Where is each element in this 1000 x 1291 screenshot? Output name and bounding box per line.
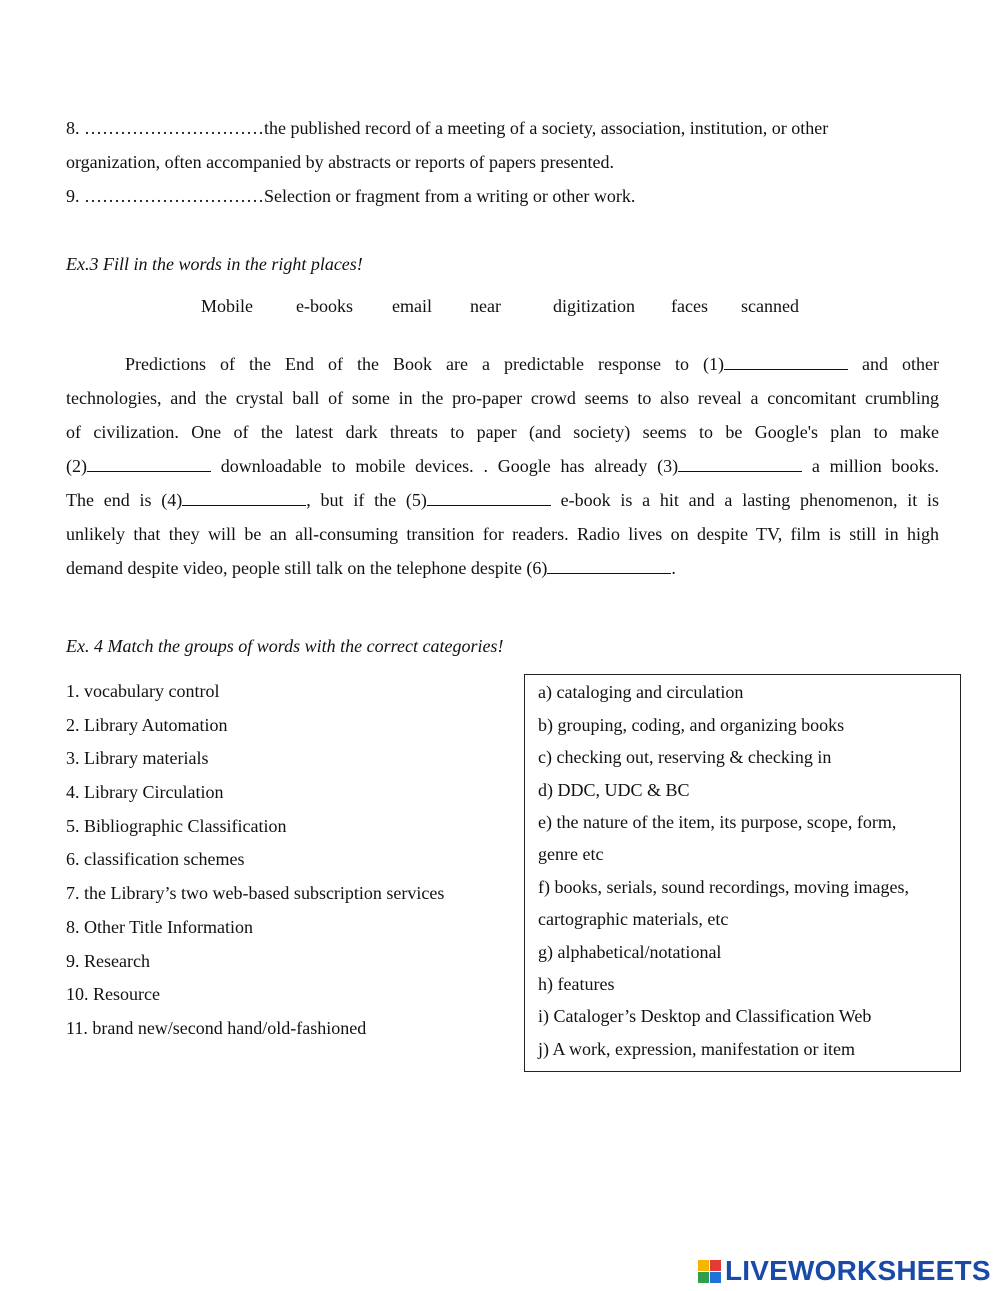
item-9: 9. …………………………Selection or fragment from a writing or other work.	[66, 186, 636, 206]
option-i[interactable]: i) Cataloger’s Desktop and Classification Web	[538, 1006, 872, 1026]
term-item[interactable]: 1. vocabulary control	[66, 681, 220, 701]
option-e-continued: genre etc	[538, 844, 604, 864]
word-bank-item: email	[392, 296, 432, 316]
ex4-terms-list	[66, 680, 444, 1051]
option-c[interactable]: c) checking out, reserving & checking in	[538, 747, 832, 767]
blank-6[interactable]	[547, 557, 671, 574]
option-f[interactable]: f) books, serials, sound recordings, moving images,	[538, 877, 909, 897]
term-item[interactable]: 9. Research	[66, 950, 150, 971]
option-j[interactable]: j) A work, expression, manifestation or item	[538, 1039, 855, 1059]
ex4-heading: Ex. 4 Match the groups of words with the correct categories!	[66, 636, 504, 656]
term-item[interactable]: 8. Other Title Information	[66, 916, 253, 937]
blank-5[interactable]	[427, 489, 551, 506]
word-bank-item: Mobile	[201, 296, 253, 316]
word-bank-item: faces	[671, 296, 708, 316]
liveworksheets-logo	[698, 1254, 991, 1288]
ex3-paragraph-line-2: technologies, and the crystal ball of some in the pro-paper crowd seems to also reveal a concomitant crumbling	[66, 388, 939, 408]
logo-text: LIVEWORKSHEETS	[725, 1255, 991, 1286]
term-item[interactable]: 10. Resource	[66, 984, 160, 1005]
word-bank	[0, 296, 1000, 320]
blank-2[interactable]	[87, 455, 211, 472]
ex3-paragraph-line-6: unlikely that they will be an all-consuming transition for readers. Radio lives on despite TV, film is still in high	[66, 524, 939, 544]
option-b[interactable]: b) grouping, coding, and organizing books	[538, 715, 845, 735]
ex3-paragraph-line-3: of civilization. One of the latest dark threats to paper (and society) seems to be Google's plan to make	[66, 422, 939, 442]
option-d[interactable]: d) DDC, UDC & BC	[538, 780, 690, 800]
ex3-paragraph-line-7: demand despite video, people still talk on the telephone despite (6) .	[66, 558, 676, 578]
word-bank-item: scanned	[741, 296, 799, 316]
logo-mark-icon	[698, 1260, 721, 1283]
term-item[interactable]: 2. Library Automation	[66, 714, 228, 735]
blank-4[interactable]	[182, 489, 306, 506]
option-f-continued: cartographic materials, etc	[538, 909, 729, 929]
term-item[interactable]: 3. Library materials	[66, 748, 209, 769]
word-bank-item: near	[470, 296, 501, 316]
blank-3[interactable]	[678, 455, 802, 472]
term-item[interactable]: 6. classification schemes	[66, 849, 245, 870]
term-item[interactable]: 11. brand new/second hand/old-fashioned	[66, 1017, 367, 1038]
term-item[interactable]: 4. Library Circulation	[66, 782, 224, 803]
ex4-options-box	[524, 674, 961, 1072]
term-item[interactable]: 5. Bibliographic Classification	[66, 815, 287, 836]
item-8-line-2: organization, often accompanied by abstracts or reports of papers presented.	[66, 152, 614, 172]
word-bank-item: e-books	[296, 296, 353, 316]
ex3-heading: Ex.3 Fill in the words in the right places!	[66, 254, 363, 274]
ex3-paragraph-line-5: The end is (4) , but if the (5) e-book is a hit and a lasting phenomenon, it is	[66, 490, 939, 510]
ex3-paragraph-line-1: Predictions of the End of the Book are a predictable response to (1) and other	[125, 354, 939, 374]
option-e[interactable]: e) the nature of the item, its purpose, scope, form,	[538, 812, 897, 832]
ex3-paragraph-line-4: (2) downloadable to mobile devices. . Google has already (3) a million books.	[66, 456, 939, 476]
blank-1[interactable]	[724, 353, 848, 370]
item-8-line-1: 8. …………………………the published record of a meeting of a society, association, institution, or other	[66, 118, 829, 138]
option-h[interactable]: h) features	[538, 974, 615, 994]
option-g[interactable]: g) alphabetical/notational	[538, 942, 722, 962]
option-a[interactable]: a) cataloging and circulation	[538, 682, 744, 702]
term-item[interactable]: 7. the Library’s two web-based subscription services	[66, 883, 445, 904]
word-bank-item: digitization	[553, 296, 635, 316]
